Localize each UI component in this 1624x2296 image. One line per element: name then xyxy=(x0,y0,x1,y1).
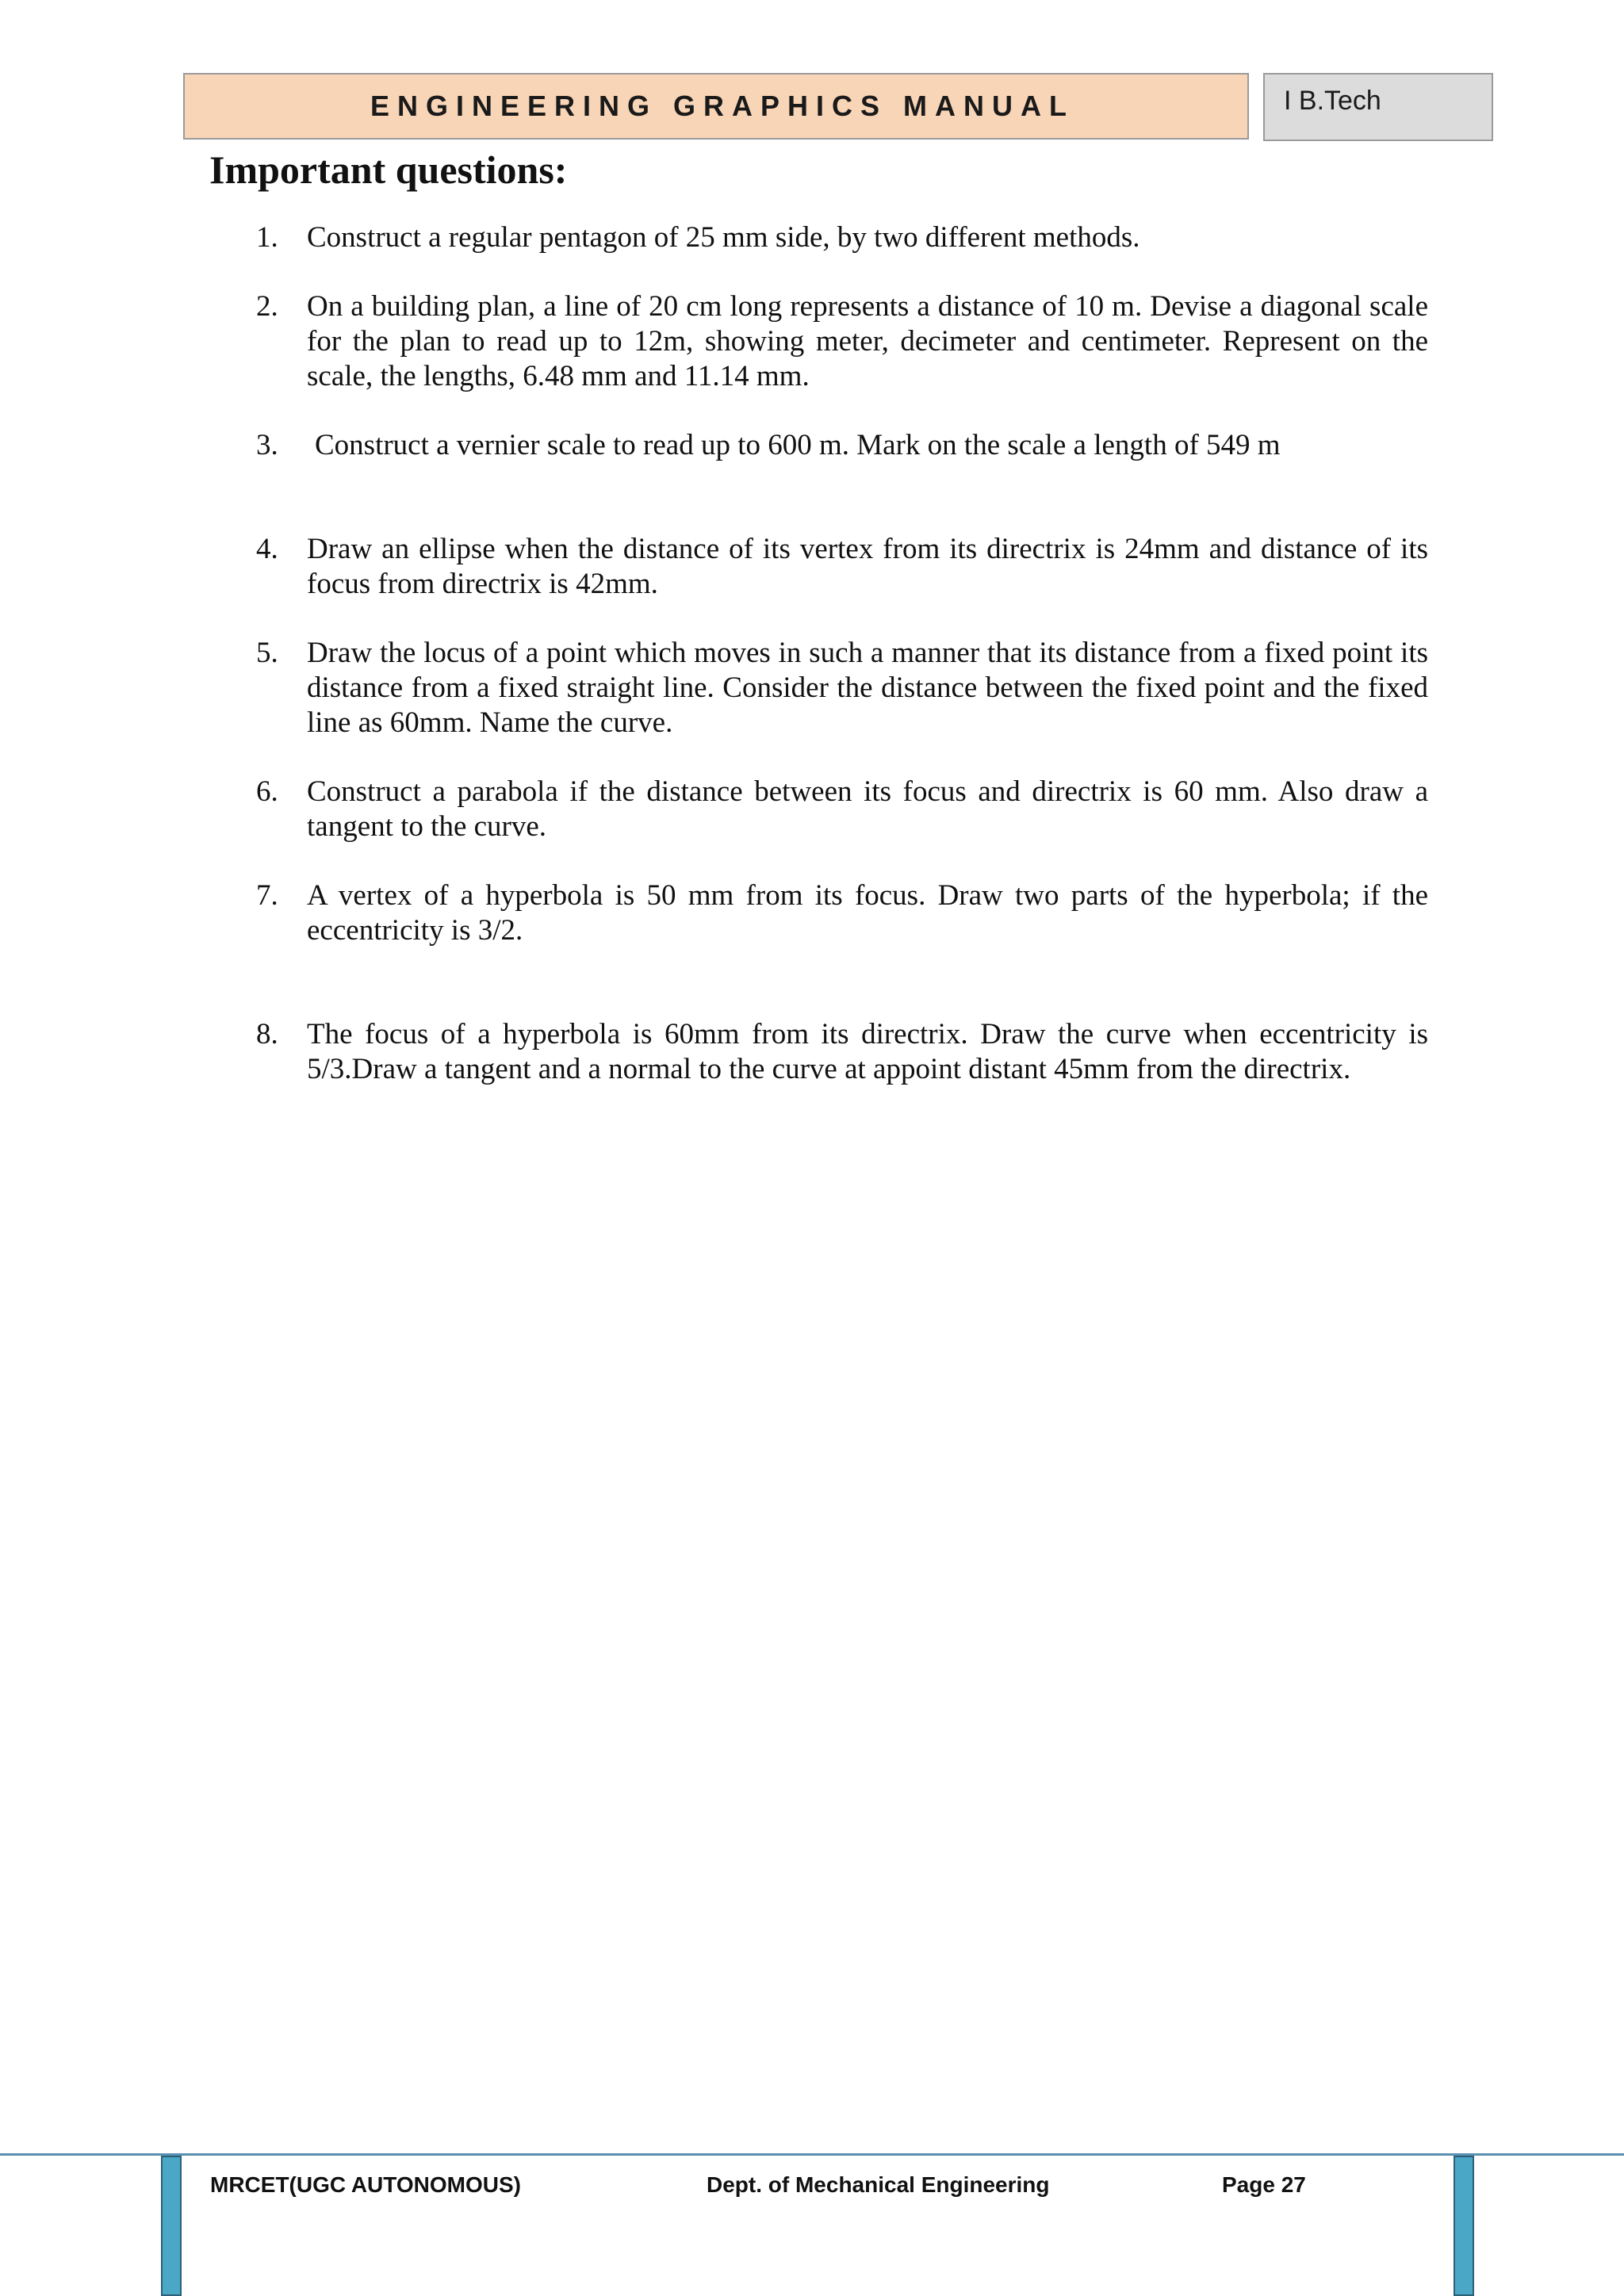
question-item xyxy=(256,220,1428,255)
question-number: 2. xyxy=(256,290,278,323)
footer-left-bar xyxy=(161,2156,182,2296)
question-text: Construct a vernier scale to read up to 600 m. Mark on the scale a length of 549 m xyxy=(315,429,1281,461)
question-number: 3. xyxy=(256,429,278,461)
question-number: 1. xyxy=(256,221,278,254)
question-list xyxy=(256,220,1428,1087)
question-text: Draw an ellipse when the distance of its vertex from its directrix is 24mm and distance of its focus from directrix is 42mm. xyxy=(307,533,1428,600)
question-item xyxy=(256,532,1428,602)
question-item xyxy=(256,428,1428,463)
question-number: 5. xyxy=(256,637,278,669)
question-item xyxy=(256,775,1428,844)
question-text: The focus of a hyperbola is 60mm from its directrix. Draw the curve when eccentricity is 5/3.Draw a tangent and a normal to the curve at appoint distant 45mm from the directrix. xyxy=(307,1018,1428,1085)
question-text: Construct a regular pentagon of 25 mm side, by two different methods. xyxy=(307,221,1140,254)
question-text: Construct a parabola if the distance between its focus and directrix is 60 mm. Also draw a tangent to the curve. xyxy=(307,775,1428,843)
question-text: Draw the locus of a point which moves in such a manner that its distance from a fixed point its distance from a fixed straight line. Consider the distance between the fixed point and the fixed line as 60mm. Name the curve. xyxy=(307,637,1428,739)
question-item xyxy=(256,289,1428,394)
header-title-box xyxy=(183,73,1249,140)
question-item xyxy=(256,1017,1428,1087)
page-title: Important questions: xyxy=(209,147,568,192)
question-item xyxy=(256,878,1428,948)
question-number: 7. xyxy=(256,879,278,912)
footer-institution: MRCET(UGC AUTONOMOUS) xyxy=(210,2172,521,2197)
footer-right-bar xyxy=(1454,2156,1474,2296)
header-course: I B.Tech xyxy=(1284,86,1381,116)
question-text: A vertex of a hyperbola is 50 mm from its focus. Draw two parts of the hyperbola; if the eccentricity is 3/2. xyxy=(307,879,1428,947)
question-number: 8. xyxy=(256,1018,278,1050)
question-number: 6. xyxy=(256,775,278,808)
footer-department: Dept. of Mechanical Engineering xyxy=(707,2172,1050,2197)
footer-divider xyxy=(0,2153,1624,2156)
header-title: ENGINEERING GRAPHICS MANUAL xyxy=(370,90,1075,122)
footer-page-number: Page 27 xyxy=(1222,2172,1306,2197)
question-number: 4. xyxy=(256,533,278,565)
header-course-box xyxy=(1263,73,1493,141)
question-item xyxy=(256,636,1428,740)
question-text: On a building plan, a line of 20 cm long represents a distance of 10 m. Devise a diagonal scale for the plan to read up to 12m, showing meter, decimeter and centimeter. Represent on the scale, the lengths, 6.48 mm and 11.14 mm. xyxy=(307,290,1428,392)
